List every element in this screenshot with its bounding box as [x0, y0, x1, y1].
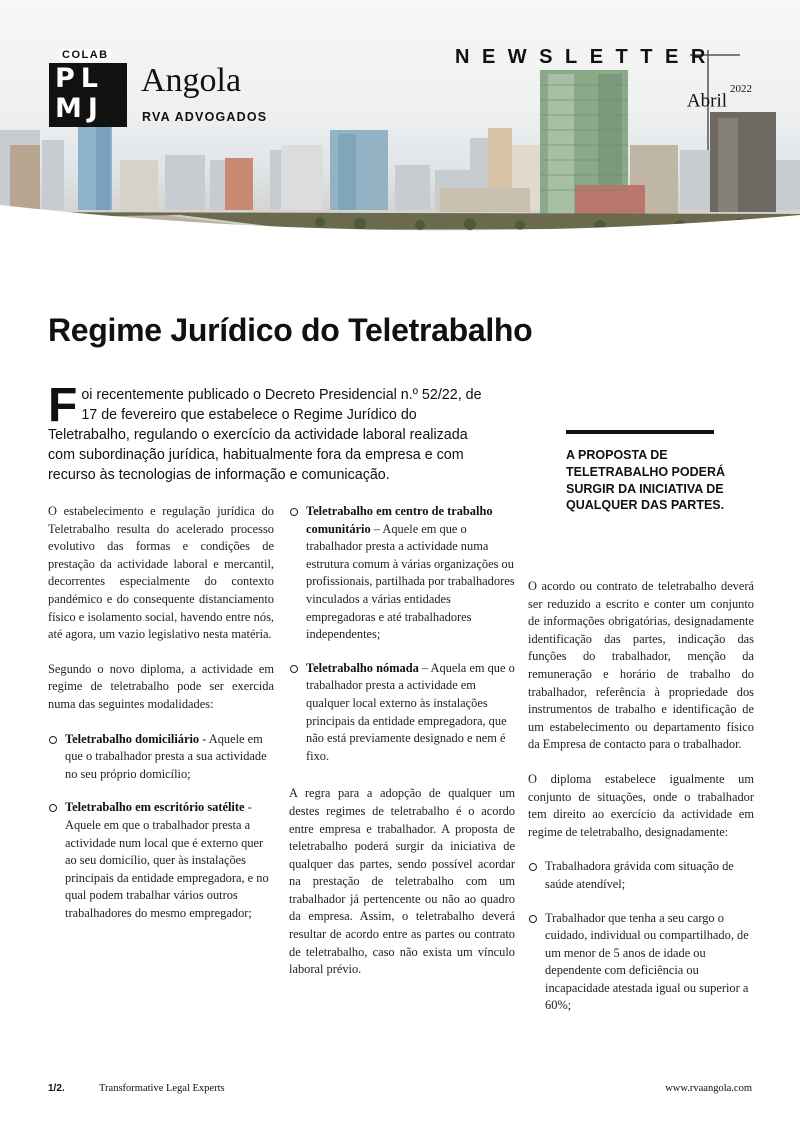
- list-item-text: Trabalhador que tenha a seu cargo o cuidado, individual ou compartilhado, de um menor de 5 anos de idade ou dependente com deficiência ou incapacidade atestada igual ou superior a 60%;: [545, 910, 749, 1013]
- list-item-text: - Aquele em que o trabalhador presta a actividade num local que é externo quer ao seu domicílio, quer às instalações principais da entidade empregadora, e no qual podem trabalhar vários outros trabalhadores do mesmo empregador;: [65, 800, 269, 920]
- lead-text: oi recentemente publicado o Decreto Presidencial n.º 52/22, de 17 de fevereiro que estabelece o Regime Jurídico do Teletrabalho, regulando o exercício da actividade laboral realizada com subordinação jurídica, habitualmente fora da empresa e com recurso às tecnologias de informação e comunicação.: [48, 387, 482, 483]
- pull-quote-rule: [566, 430, 714, 434]
- paragraph: A regra para a adopção de qualquer um destes regimes de teletrabalho é o acordo entre empresa e trabalhador. A proposta de teletrabalho poderá surgir da iniciativa de qualquer das partes, sendo possível acordar na prestação de teletrabalho com um trabalhador já pertencente ou não ao quadro da empresa. Assim, o teletrabalho deverá resultar de acordo entre as partes ou contrato de teletrabalho, caso não exista um vínculo laboral prévio.: [289, 786, 515, 977]
- paragraph: O estabelecimento e regulação jurídica do Teletrabalho resulta do acelerado processo evolutivo das formas e condições de prestação da actividade laboral e mercantil, decorrentes especialmente do contexto pandémico e do consequente distanciamento físico e isolamento social, havendo entre nós, até agora, um vazio legislativo nesta matéria.: [48, 504, 274, 642]
- list-item-text: – Aquela em que o trabalhador presta a actividade em qualquer local externo às instalações principais da entidade empregadora, que não está previamente designado e nem é fixo.: [306, 660, 515, 763]
- page-number: 1/2.: [48, 1083, 65, 1094]
- logo-line-1: PL: [55, 63, 104, 94]
- list-item-text: Trabalhadora grávida com situação de saúde atendível;: [545, 859, 734, 891]
- issue-year: 2022: [730, 83, 752, 95]
- logo-line-2: MJ: [55, 93, 104, 124]
- header-skyline-image: [0, 0, 800, 250]
- footer-website-link[interactable]: www.rvaangola.com: [665, 1083, 752, 1094]
- paragraph: O diploma estabelece igualmente um conjunto de situações, onde o trabalhador tem direito ao exercício da actividade em regime de teletrabalho, designadamente:: [528, 771, 754, 839]
- list-item: [48, 799, 274, 922]
- list-item-text: – Aquele em que o trabalhador presta a actividade numa estrutura comum à várias organizações ou profissionais, partilhada por trabalhadores vinculados a várias entidades empregadoras e até trabalhadores independentes;: [306, 521, 515, 642]
- list-item-text: - Aquele em que o trabalhador presta a sua actividade no seu próprio domicílio;: [65, 731, 267, 781]
- logo-subtitle: RVA ADVOGADOS: [142, 110, 268, 124]
- list-item: [528, 858, 754, 893]
- newsletter-label: NEWSLETTER: [455, 46, 718, 68]
- pull-quote: A PROPOSTA DE TELETRABALHO PODERÁ SURGIR DA INICIATIVA DE QUALQUER DAS PARTES.: [566, 448, 726, 513]
- list-item-title: Teletrabalho domiciliário: [65, 731, 200, 746]
- footer-tagline: Transformative Legal Experts: [99, 1083, 225, 1094]
- list-item: [289, 660, 515, 766]
- issue-date: [686, 83, 752, 112]
- column-3: [528, 578, 754, 1031]
- paragraph: Segundo o novo diploma, a actividade em regime de teletrabalho pode ser exercida numa das seguintes modalidades:: [48, 661, 274, 711]
- lead-dropcap: F: [48, 379, 78, 432]
- paragraph: O acordo ou contrato de teletrabalho deverá ser reduzido a escrito e conter um conjunto de informações obrigatórias, designadamente identificação das partes, indicação das funções do trabalhador, menção da remuneração e horário de trabalho do trabalhador, referência à propriedade dos instrumentos de trabalho e identificação de um estabelecimento ou departamento físico da Empresa de contacto para o trabalhador.: [528, 579, 754, 752]
- logo-colab-label: COLAB: [62, 49, 109, 61]
- list-item-title: Teletrabalho nómada: [306, 660, 419, 675]
- logo-angola-text: Angola: [141, 62, 242, 99]
- column-2: [289, 503, 515, 996]
- article-title: Regime Jurídico do Teletrabalho: [48, 312, 533, 348]
- list-item: [528, 910, 754, 1016]
- list-item: [289, 503, 515, 644]
- plmj-logo: [49, 63, 127, 127]
- article-lead: [48, 379, 488, 485]
- list-item: [48, 731, 274, 784]
- list-item-title: Teletrabalho em centro de trabalho comunitário: [306, 504, 493, 536]
- column-1: [48, 503, 274, 938]
- issue-month: Abril: [686, 90, 727, 112]
- list-item-title: Teletrabalho em escritório satélite: [65, 800, 245, 815]
